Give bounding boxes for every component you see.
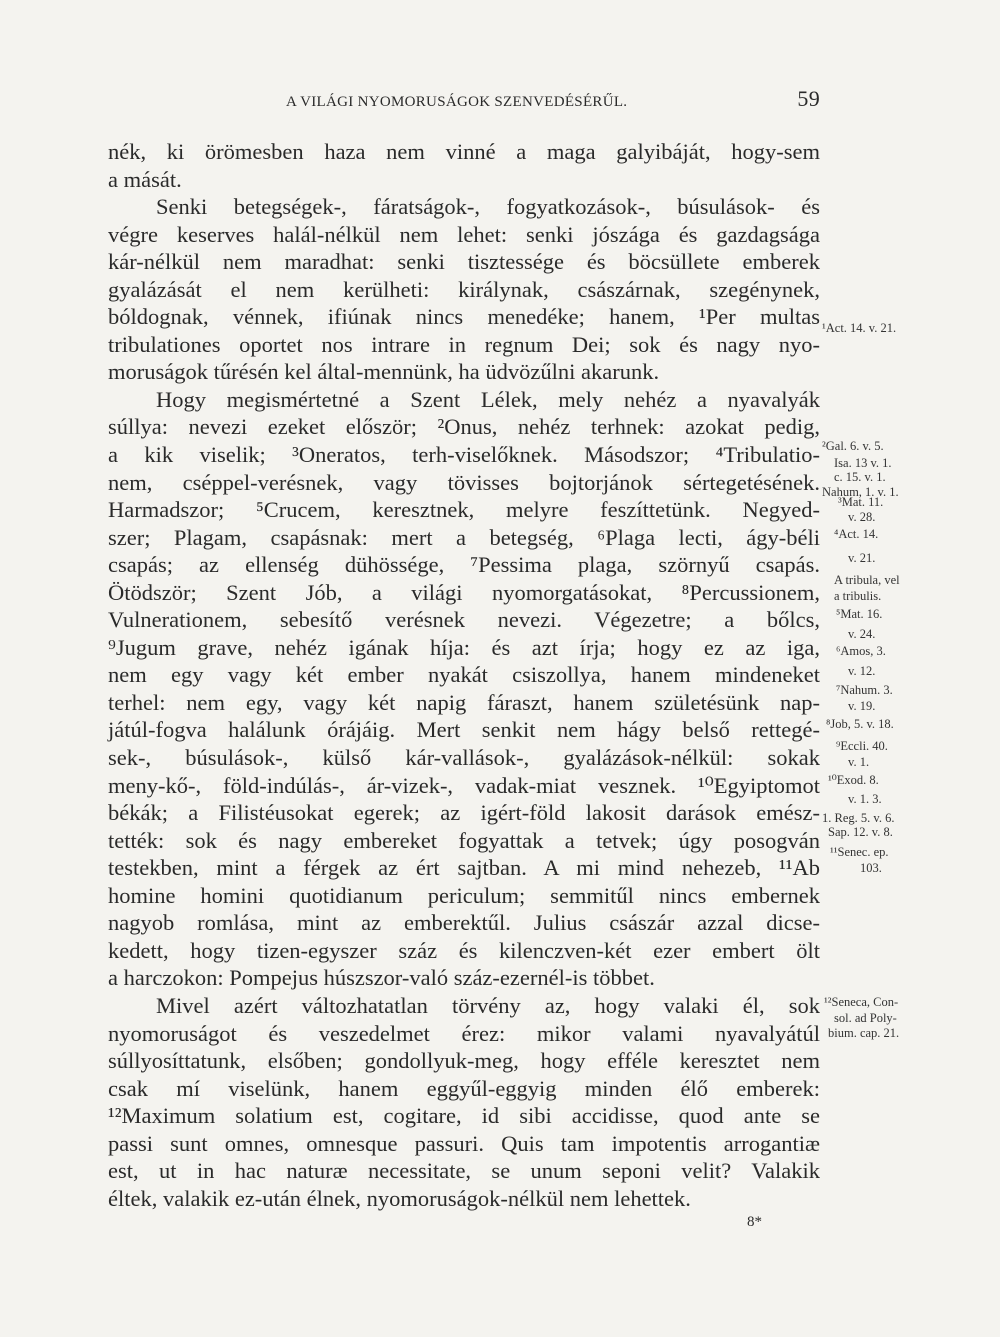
margin-note: ⁵Mat. 16. (836, 607, 883, 621)
text-line: tették: sok és nagy embereket fogyattak a tetvek; úgy posogván (108, 827, 820, 853)
margin-note: Isa. 13 v. 1. (834, 456, 892, 470)
page-number: 59 (797, 86, 820, 111)
margin-note: ¹¹Senec. ep. (830, 845, 889, 859)
running-head: A VILÁGI NYOMORUSÁGOK SZENVEDÉSÉRŰL. (286, 94, 628, 110)
text-line: Vulnerationem, sebesítő verésnek nevezi. Végezetre; a bőlcs, (108, 607, 820, 633)
text-line: Hogy megismértetné a Szent Lélek, mely nehéz a nyavalyák (156, 386, 820, 412)
margin-note: ⁴Act. 14. (834, 527, 879, 541)
margin-note: ²Gal. 6. v. 5. (822, 439, 884, 453)
margin-note: ⁶Amos, 3. (836, 644, 886, 658)
text-line: est, ut in hac naturæ necessitate, se unum seponi velit? Valakik (108, 1158, 820, 1184)
margin-note: sol. ad Poly- (834, 1011, 897, 1025)
margin-note: c. 15. v. 1. (834, 470, 886, 484)
text-line: nem egy vagy két ember nyakát csiszollya, hanem mindeneket (108, 662, 820, 688)
text-line: a mását. (108, 166, 182, 192)
margin-note: A tribula, vel (834, 573, 900, 587)
text-line: súllyosíttatunk, elsőben; gondollyuk-meg, hogy efféle keresztet nem (108, 1048, 820, 1074)
margin-note: ⁸Job, 5. v. 18. (826, 717, 894, 731)
margin-note: a tribulis. (834, 589, 882, 603)
text-line: békák; a Filistéusokat egerek; az igért-föld lakosit darások emész- (108, 800, 820, 826)
margin-note: v. 28. (848, 510, 876, 524)
text-line: nagyob romlása, mint az emberektűl. Julius császár azzal dicse- (108, 910, 820, 936)
text-line: kedett, hogy tizen-egyszer száz és kilenczven-két ezer embert ölt (108, 937, 820, 963)
margin-note: v. 24. (848, 627, 876, 641)
text-line: ⁹Jugum grave, nehéz igának híja: és azt írja; hogy ez az iga, (108, 634, 820, 660)
text-line: tribulationes oportet nos intrare in regnum Dei; sok és nagy nyo- (108, 331, 820, 357)
page-header (108, 84, 820, 114)
text-line: játúl-fogva halálunk órájáig. Mert senkit nem hágy belső rettegé- (108, 717, 820, 743)
margin-note: ⁹Eccli. 40. (836, 739, 888, 753)
text-line: nem, cséppel-verésnek, vagy tövisses bojtorjánok sértegetésének. (108, 469, 820, 495)
main-text (108, 138, 820, 1212)
margin-note: Nahum, 1. v. 1. (822, 485, 899, 499)
text-line: végre keserves halál-nélkül nem lehet: senki jószága és gazdagsága (108, 221, 820, 247)
text-line: Mivel azért változhatatlan törvény az, hogy valaki él, sok (156, 992, 820, 1018)
margin-note: ¹⁰Exod. 8. (828, 773, 879, 787)
text-line: a kik viselik; ³Oneratos, terh-viselőknek. Másodszor; ⁴Tribulatio- (108, 442, 820, 468)
text-line: meny-kő-, föld-indúlás-, ár-vizek-, vadak-miat vesznek. ¹⁰Egyiptomot (108, 772, 820, 798)
margin-note: v. 19. (848, 699, 876, 713)
margin-note: ³Mat. 11. (838, 495, 884, 509)
text-line: ¹²Maximum solatium est, cogitare, id sibi accidisse, quod ante se (108, 1103, 820, 1129)
text-line: csapás; az ellenség dühössége, ⁷Pessima plaga, szörnyű csapás. (108, 552, 820, 578)
text-line: Harmadszor; ⁵Crucem, keresztnek, melyre feszíttetünk. Negyed- (108, 497, 820, 523)
margin-note: v. 1. 3. (848, 792, 882, 806)
margin-note: 103. (860, 861, 882, 875)
text-line: kár-nélkül nem maradhat: senki tisztessége és böcsüllete emberek (108, 249, 820, 275)
text-line: a harczokon: Pompejus húszszor-való száz-ezernél-is többet. (108, 965, 655, 991)
text-line: passi sunt omnes, omnesque passuri. Quis tam impotentis arrogantiæ (108, 1130, 820, 1156)
text-line: homine homini quotidianum periculum; semmitűl nincs embernek (108, 882, 820, 908)
margin-note: ¹Act. 14. v. 21. (822, 321, 897, 335)
text-line: gyalázását el nem kerülheti: királynak, császárnak, szegénynek, (108, 276, 820, 302)
text-line: Ötödször; Szent Jób, a világi nyomorgatásokat, ⁸Percussionem, (108, 579, 820, 605)
text-line: súllya: nevezi ezeket először; ²Onus, nehéz terhnek: azokat pedig, (108, 414, 820, 440)
margin-note: v. 12. (848, 664, 876, 678)
margin-note: ⁷Nahum. 3. (836, 683, 893, 697)
text-line: éltek, valakik ez-után élnek, nyomoruságok-nélkül nem lehettek. (108, 1185, 691, 1211)
signature-mark: 8* (747, 1214, 762, 1230)
text-line: testekben, mint a férgek az ért sajtban. A mi mind nehezeb, ¹¹Ab (108, 855, 820, 881)
text-line: sek-, búsulások-, külső kár-vallások-, gyalázások-nélkül: sokak (108, 745, 820, 771)
margin-note: Sap. 12. v. 8. (828, 825, 893, 839)
text-line: bóldognak, vénnek, ifiúnak nincs menedéke; hanem, ¹Per multas (108, 304, 820, 330)
margin-note: v. 21. (848, 551, 876, 565)
margin-note: v. 1. (848, 755, 870, 769)
text-line: Senki betegségek-, fáratságok-, fogyatkozások-, búsulások- és (156, 194, 820, 220)
text-line: csak mí viselünk, hanem eggyűl-eggyig minden élő emberek: (108, 1075, 820, 1101)
text-line: nék, ki örömesben haza nem vinné a maga galyibáját, hogy-sem (108, 139, 820, 164)
margin-note: bium. cap. 21. (828, 1026, 900, 1040)
margin-note: ¹²Seneca, Con- (824, 995, 899, 1009)
text-line: szer; Plagam, csapásnak: mert a betegség, ⁶Plaga lecti, ágy-béli (108, 524, 820, 550)
margin-note: 1. Reg. 5. v. 6. (822, 811, 895, 825)
text-line: nyomoruságot és veszedelmet érez: mikor valami nyavalyátúl (108, 1020, 820, 1046)
text-line: terhel: nem egy, vagy két napig fáraszt, hanem születésünk nap- (108, 689, 820, 715)
text-line: moruságok tűrésén kel által-mennünk, ha üdvözűlni akarunk. (108, 359, 660, 385)
